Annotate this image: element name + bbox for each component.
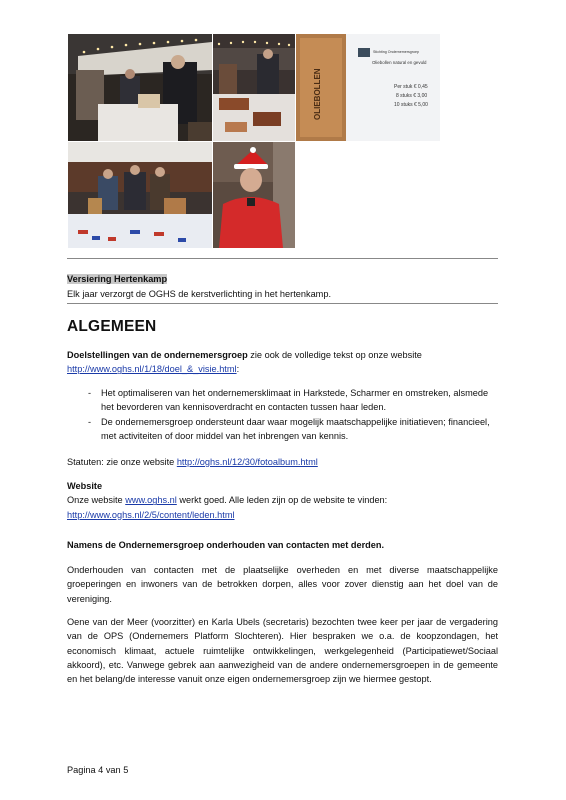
photo-oliebollen-sign	[296, 34, 440, 141]
website-text-2: werkt goed. Alle leden zijn op de website te vinden:	[176, 495, 388, 506]
section-divider-bottom	[67, 303, 498, 304]
leden-link[interactable]: http://www.oghs.nl/2/5/content/leden.html	[67, 509, 235, 520]
photo-stall-team	[68, 142, 212, 248]
list-item: - De ondernemersgroep ondersteunt daar waar mogelijk maatschappelijke initiatieven; financieel, met activiteiten of door middel van het inbrengen van kennis.	[88, 415, 498, 444]
versiering-heading: Versiering Hertenkamp	[67, 274, 168, 284]
sign-line-0: Stichting Ondernemersgroep	[373, 50, 419, 54]
website-heading: Website	[67, 481, 103, 491]
page-title: ALGEMEEN	[67, 318, 157, 335]
sign-line-1: Oliebollen natural en gevuld	[372, 60, 427, 65]
doel-visie-link[interactable]: http://www.oghs.nl/1/18/doel_&_visie.html	[67, 364, 237, 375]
box-label: OLIEBOLLEN	[313, 68, 322, 120]
photo-market-stall-night	[68, 34, 212, 141]
doelstellingen-intro: zie ook de volledige tekst op onze website	[247, 350, 422, 360]
statuten-text: Statuten: zie onze website	[67, 457, 177, 467]
sign-line-4: 10 stuks € 5,00	[394, 102, 428, 108]
website-section	[67, 479, 498, 522]
list-item: - Het optimaliseren van het ondernemersklimaat in Harkstede, Scharmer en omstreken, alsmede het bevorderen van kennisoverdracht en contacten tussen haar leden.	[88, 386, 498, 415]
sign-line-2: Per stuk € 0,45	[394, 84, 428, 90]
page-number: Pagina 4 van 5	[67, 765, 129, 775]
website-text-1: Onze website	[67, 495, 126, 506]
doelstellingen-paragraph	[67, 348, 498, 377]
doelstellingen-colon: :	[236, 364, 240, 375]
photo-stall-products	[213, 34, 295, 141]
sign-line-3: 8 stuks € 3,00	[396, 93, 428, 99]
contacten-paragraph-2: Oene van der Meer (voorzitter) en Karla Ubels (secretaris) bezochten twee keer per jaar de vergadering van de OPS (Ondernemers Platform Slochteren). Hier bespraken we o.a. de koopzondagen, het economisch klimaat, actuele ruimtelijke ontwikkelingen, werkgelegenheid (Participatiewet/Sociaal akkoord), etc. Vanwege gebrek aan aanwezigheid van de andere ondernemersgroepen in de gemeente en het belang/de interesse vanuit onze eigen ondernemersgroep zijn we hiermee gestopt.	[67, 617, 498, 684]
contacten-heading: Namens de Ondernemersgroep onderhouden van contacten met derden.	[67, 540, 385, 550]
photo-man-santa-hat	[213, 142, 295, 248]
contacten-paragraph-1: Onderhouden van contacten met de plaatselijke overheden en met diverse maatschappelijke groeperingen en inwoners van de betrokken dorpen, alles voor zover dienstig aan het doel van de vereniging.	[67, 565, 498, 604]
doelstellingen-heading: Doelstellingen van de ondernemersgroep	[67, 350, 248, 360]
statuten-link[interactable]: http://oghs.nl/12/30/fotoalbum.html	[176, 457, 318, 467]
statuten-line	[67, 455, 498, 469]
website-link[interactable]: www.oghs.nl	[125, 495, 177, 506]
versiering-text: Elk jaar verzorgt de OGHS de kerstverlichting in het hertenkamp.	[67, 289, 332, 299]
section-divider-top	[67, 258, 498, 259]
doelstellingen-list	[88, 386, 498, 443]
